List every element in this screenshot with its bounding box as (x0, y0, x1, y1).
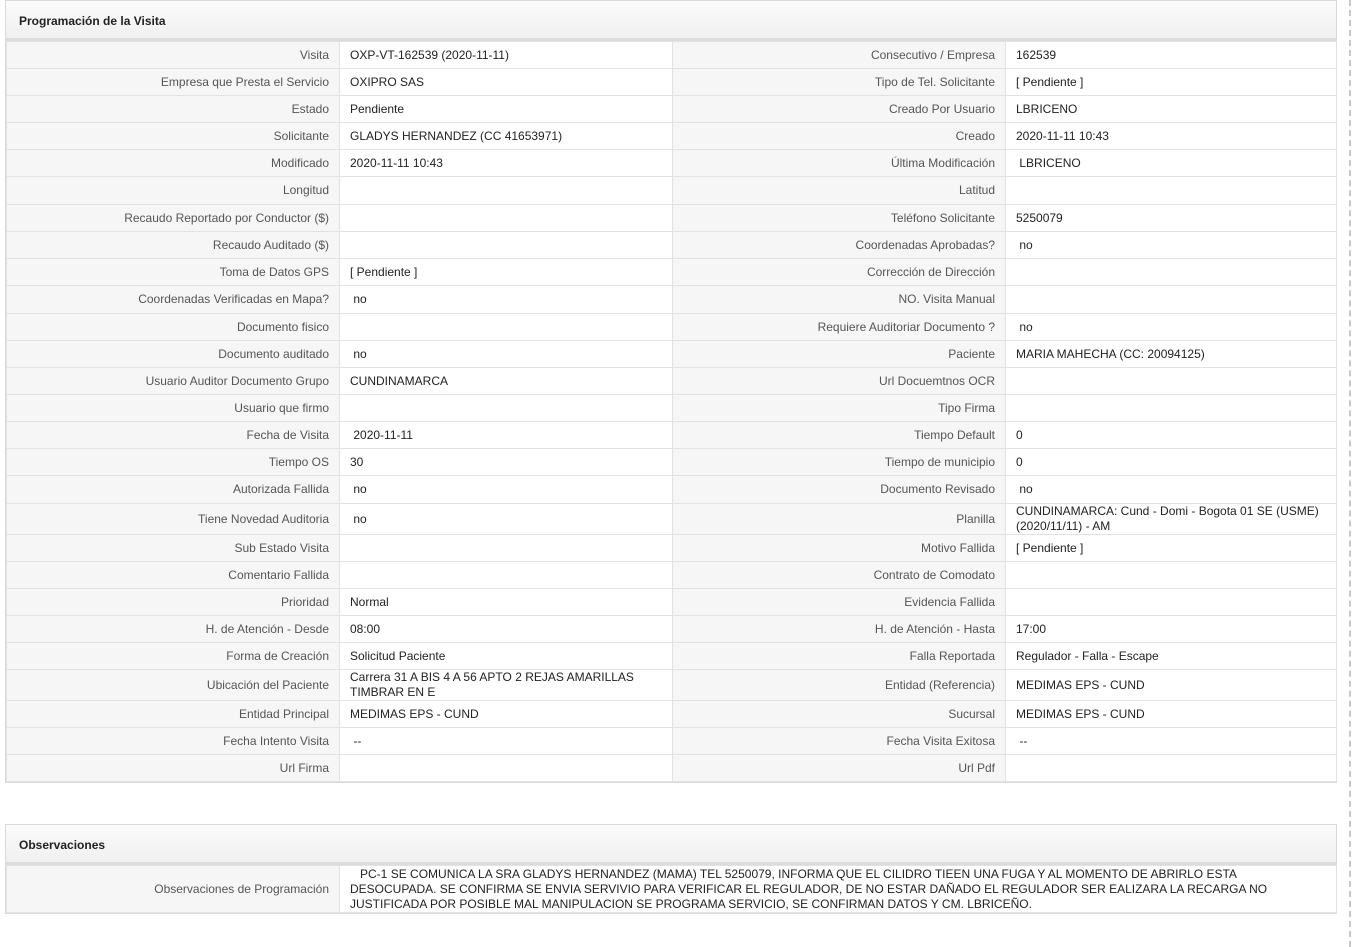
field-label: Paciente (673, 341, 1006, 368)
field-label: Fecha Visita Exitosa (673, 728, 1006, 755)
field-label: Planilla (673, 504, 1006, 535)
field-value: no (1006, 232, 1337, 259)
field-value: MEDIMAS EPS - CUND (340, 701, 673, 728)
field-label: Modificado (7, 150, 340, 177)
table-row (7, 395, 1337, 422)
field-label: NO. Visita Manual (673, 286, 1006, 314)
table-row (7, 670, 1337, 701)
field-value: MEDIMAS EPS - CUND (1006, 701, 1337, 728)
field-value (340, 314, 673, 341)
field-value: 162539 (1006, 42, 1337, 69)
field-label: Latitud (673, 177, 1006, 205)
field-label: Creado (673, 123, 1006, 150)
field-value: no (340, 286, 673, 314)
field-value: Regulador - Falla - Escape (1006, 643, 1337, 670)
field-label: Recaudo Auditado ($) (7, 232, 340, 259)
field-value: no (1006, 476, 1337, 504)
table-row (7, 232, 1337, 259)
field-label: Contrato de Comodato (673, 562, 1006, 589)
field-value: 30 (340, 449, 673, 476)
field-value: [ Pendiente ] (340, 259, 673, 286)
field-label: Coordenadas Aprobadas? (673, 232, 1006, 259)
table-row (7, 866, 1337, 913)
field-value: OXP-VT-162539 (2020-11-11) (340, 42, 673, 69)
field-value (1006, 177, 1337, 205)
table-row (7, 205, 1337, 232)
field-label: H. de Atención - Hasta (673, 616, 1006, 643)
field-value: LBRICENO (1006, 150, 1337, 177)
field-label: Falla Reportada (673, 643, 1006, 670)
panel-title: Programación de la Visita (6, 1, 1336, 41)
table-row (7, 616, 1337, 643)
table-row (7, 535, 1337, 562)
field-label: Prioridad (7, 589, 340, 616)
field-value (340, 562, 673, 589)
field-label: Tiempo Default (673, 422, 1006, 449)
observaciones-text: PC-1 SE COMUNICA LA SRA GLADYS HERNANDEZ (MAMA) TEL 5250079, INFORMA QUE EL CILIDRO TIEEN UNA FUGA Y AL MOMENTO DE ABRIRLO ESTA DESOCUPADA. SE CONFIRMA SE ENVIA SERVIVIO PARA VERIFICAR EL REGULADOR, DE NO ESTAR DAÑADO EL REGULADOR SER EALIZARA LA RECARGA NO JUSTIFICADA POR POSIBLE MAL MANIPULACION SE PROGRAMA SERVICIO, SE CONFIRMAN DATOS Y CM. LBRICEÑO. (340, 866, 1337, 913)
field-value (1006, 368, 1337, 395)
field-value (340, 177, 673, 205)
observaciones-panel (5, 824, 1337, 914)
field-value (340, 755, 673, 782)
field-value: no (340, 504, 673, 535)
field-label: Comentario Fallida (7, 562, 340, 589)
table-row (7, 643, 1337, 670)
field-value: CUNDINAMARCA: Cund - Domi - Bogota 01 SE (USME) (2020/11/11) - AM (1006, 504, 1337, 535)
field-label: Sucursal (673, 701, 1006, 728)
field-label: H. de Atención - Desde (7, 616, 340, 643)
table-row (7, 422, 1337, 449)
field-label: Consecutivo / Empresa (673, 42, 1006, 69)
table-row (7, 755, 1337, 782)
field-label: Estado (7, 96, 340, 123)
field-label: Documento fisico (7, 314, 340, 341)
table-row (7, 286, 1337, 314)
field-label: Visita (7, 42, 340, 69)
field-label: Forma de Creación (7, 643, 340, 670)
programacion-panel (5, 0, 1337, 783)
table-row (7, 476, 1337, 504)
field-value: Pendiente (340, 96, 673, 123)
table-row (7, 69, 1337, 96)
field-label: Empresa que Presta el Servicio (7, 69, 340, 96)
field-label: Sub Estado Visita (7, 535, 340, 562)
field-value (1006, 562, 1337, 589)
table-row (7, 42, 1337, 69)
field-label: Tipo Firma (673, 395, 1006, 422)
table-row (7, 449, 1337, 476)
table-row (7, 150, 1337, 177)
table-row (7, 368, 1337, 395)
field-value: 5250079 (1006, 205, 1337, 232)
field-value (1006, 589, 1337, 616)
field-value: 17:00 (1006, 616, 1337, 643)
field-value: [ Pendiente ] (1006, 69, 1337, 96)
field-label: Documento auditado (7, 341, 340, 368)
field-value: CUNDINAMARCA (340, 368, 673, 395)
field-value: Solicitud Paciente (340, 643, 673, 670)
page-right-border (1349, 0, 1351, 947)
field-label: Corrección de Dirección (673, 259, 1006, 286)
field-value: no (1006, 314, 1337, 341)
field-label: Fecha de Visita (7, 422, 340, 449)
field-value: MEDIMAS EPS - CUND (1006, 670, 1337, 701)
field-label: Tiempo OS (7, 449, 340, 476)
field-value (1006, 259, 1337, 286)
field-label: Toma de Datos GPS (7, 259, 340, 286)
observaciones-table (6, 865, 1337, 913)
table-row (7, 562, 1337, 589)
field-value: no (340, 341, 673, 368)
table-row (7, 589, 1337, 616)
field-label: Documento Revisado (673, 476, 1006, 504)
field-value (1006, 286, 1337, 314)
field-label: Url Pdf (673, 755, 1006, 782)
field-value (340, 232, 673, 259)
field-label: Tiempo de municipio (673, 449, 1006, 476)
field-value: 0 (1006, 422, 1337, 449)
field-value: Normal (340, 589, 673, 616)
field-value: 0 (1006, 449, 1337, 476)
field-label: Observaciones de Programación (7, 866, 340, 913)
table-row (7, 123, 1337, 150)
field-label: Motivo Fallida (673, 535, 1006, 562)
field-value: -- (340, 728, 673, 755)
field-value: [ Pendiente ] (1006, 535, 1337, 562)
field-label: Url Firma (7, 755, 340, 782)
field-label: Longitud (7, 177, 340, 205)
table-row (7, 96, 1337, 123)
field-value: OXIPRO SAS (340, 69, 673, 96)
field-value: 08:00 (340, 616, 673, 643)
table-row (7, 504, 1337, 535)
field-label: Coordenadas Verificadas en Mapa? (7, 286, 340, 314)
panel-title: Observaciones (6, 825, 1336, 865)
field-label: Ubicación del Paciente (7, 670, 340, 701)
field-label: Tiene Novedad Auditoria (7, 504, 340, 535)
field-value: -- (1006, 728, 1337, 755)
field-value: GLADYS HERNANDEZ (CC 41653971) (340, 123, 673, 150)
field-label: Entidad (Referencia) (673, 670, 1006, 701)
table-row (7, 701, 1337, 728)
field-label: Evidencia Fallida (673, 589, 1006, 616)
field-value (340, 535, 673, 562)
table-row (7, 259, 1337, 286)
field-label: Usuario Auditor Documento Grupo (7, 368, 340, 395)
table-row (7, 177, 1337, 205)
field-label: Teléfono Solicitante (673, 205, 1006, 232)
field-value: 2020-11-11 10:43 (340, 150, 673, 177)
field-label: Entidad Principal (7, 701, 340, 728)
table-row (7, 728, 1337, 755)
field-label: Url Docuemtnos OCR (673, 368, 1006, 395)
field-label: Tipo de Tel. Solicitante (673, 69, 1006, 96)
field-label: Autorizada Fallida (7, 476, 340, 504)
field-label: Requiere Auditoriar Documento ? (673, 314, 1006, 341)
field-value: LBRICENO (1006, 96, 1337, 123)
table-row (7, 341, 1337, 368)
field-value: 2020-11-11 (340, 422, 673, 449)
field-label: Última Modificación (673, 150, 1006, 177)
field-label: Usuario que firmo (7, 395, 340, 422)
field-label: Solicitante (7, 123, 340, 150)
programacion-rows (7, 42, 1337, 782)
field-value (1006, 395, 1337, 422)
field-value: 2020-11-11 10:43 (1006, 123, 1337, 150)
programacion-table (6, 41, 1337, 782)
field-value (340, 205, 673, 232)
field-value: Carrera 31 A BIS 4 A 56 APTO 2 REJAS AMARILLAS TIMBRAR EN E (340, 670, 673, 701)
field-value: no (340, 476, 673, 504)
table-row (7, 314, 1337, 341)
field-label: Recaudo Reportado por Conductor ($) (7, 205, 340, 232)
field-value (340, 395, 673, 422)
field-label: Creado Por Usuario (673, 96, 1006, 123)
field-value (1006, 755, 1337, 782)
field-value: MARIA MAHECHA (CC: 20094125) (1006, 341, 1337, 368)
field-label: Fecha Intento Visita (7, 728, 340, 755)
